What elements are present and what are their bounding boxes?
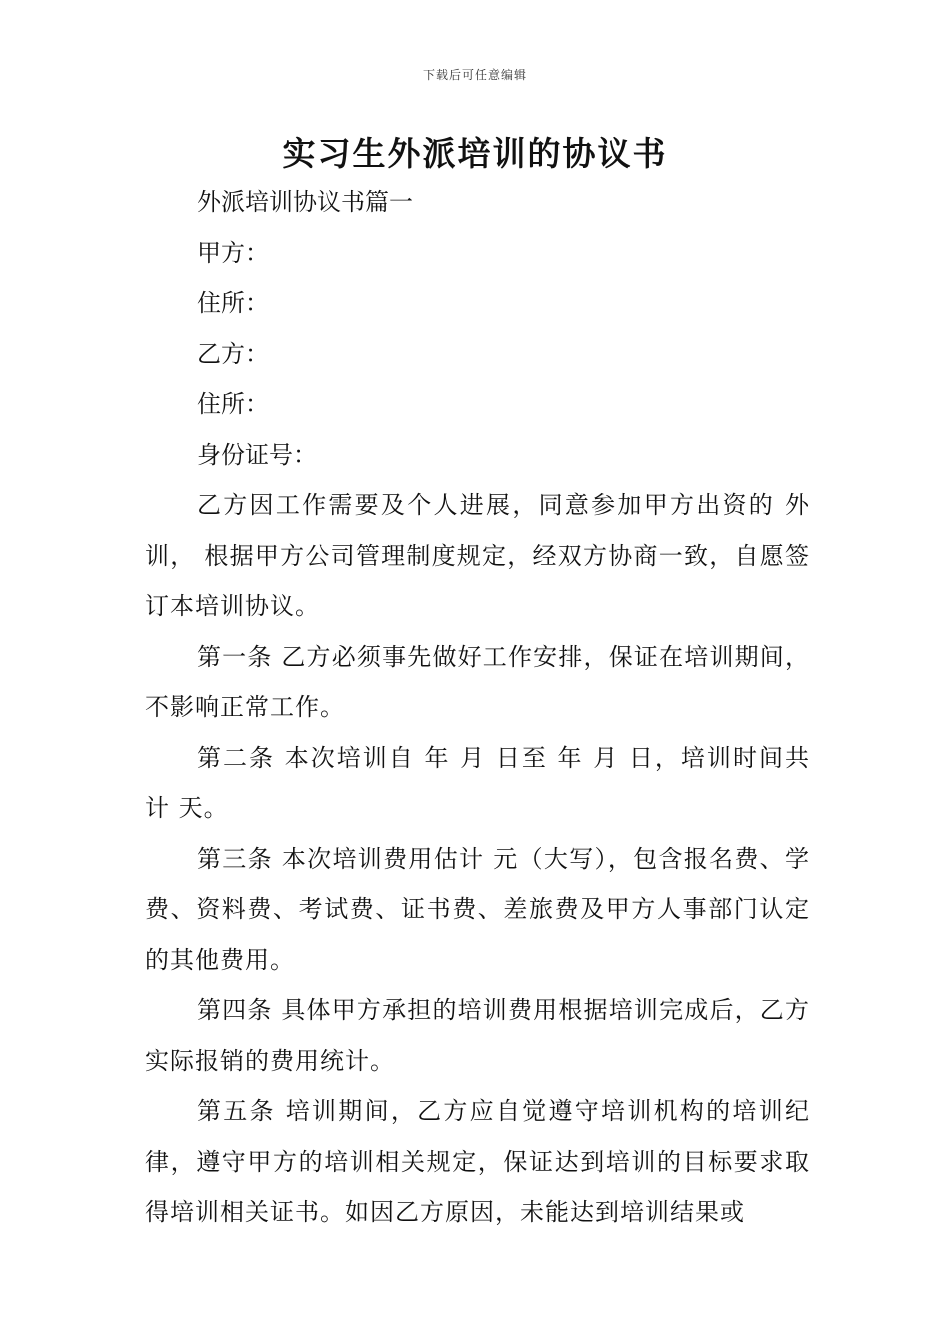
id-number-field: 身份证号： <box>197 440 317 469</box>
intro-paragraph: 乙方因工作需要及个人进展，同意参加甲方出资的 外训， 根据甲方公司管理制度规定，经双方协商一致，自愿签订本培训协议。 <box>145 491 810 620</box>
party-a-field: 甲方： <box>197 238 269 267</box>
article-5-paragraph: 第五条 培训期间，乙方应自觉遵守培训机构的培训纪律，遵守甲方的培训相关规定，保证达到培训的目标要求取得培训相关证书。如因乙方原因，未能达到培训结果或 <box>145 1097 810 1226</box>
article-2-paragraph: 第二条 本次培训自 年 月 日至 年 月 日，培训时间共 计 天。 <box>145 743 810 822</box>
article-1-paragraph: 第一条 乙方必须事先做好工作安排，保证在培训期间，不影响正常工作。 <box>145 642 810 721</box>
document-body <box>145 177 810 1238</box>
page-header-note: 下载后可任意编辑 <box>422 68 527 82</box>
party-b-address-field: 住所： <box>197 390 269 418</box>
article-4-paragraph: 第四条 具体甲方承担的培训费用根据培训完成后，乙方实际报销的费用统计。 <box>145 996 810 1075</box>
section-subtitle: 外派培训协议书篇一 <box>197 188 413 216</box>
article-3-paragraph: 第三条 本次培训费用估计 元（大写），包含报名费、学费、资料费、考试费、证书费、差旅费及甲方人事部门认定的其他费用。 <box>145 844 810 974</box>
party-b-field: 乙方： <box>197 339 269 368</box>
party-a-address-field: 住所： <box>197 289 269 317</box>
document-title: 实习生外派培训的协议书 <box>282 134 668 173</box>
